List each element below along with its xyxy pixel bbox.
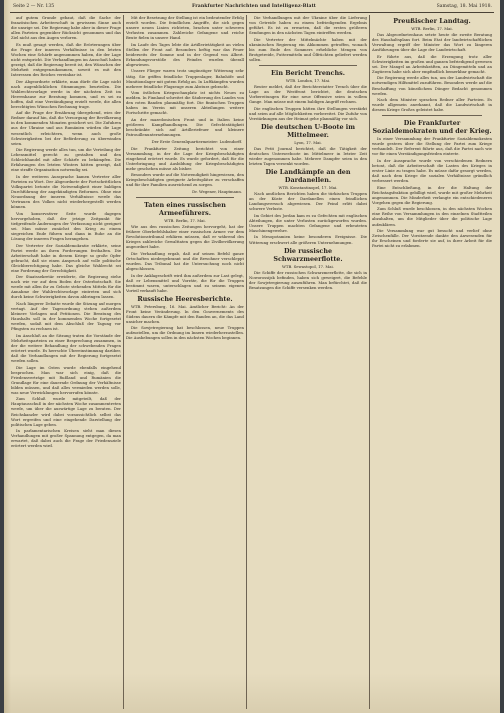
paragraph: In der Aussprache wurde von verschiedenen Rednern betont, daß die Arbeiterschaft die Lasten des Krieges in erster Linie zu tragen habe. Es müsse dafür gesorgt werden, daß nach dem Kriege die sozialen Verhältnisse gründlich verbessert werden. — [372, 157, 492, 184]
paragraph: Unsere Flieger waren trotz ungünstiger Witterung sehr tätig. Sie griffen feindliche Truppenlager, Bahnhöfe und Munitionslager mit gutem Erfolg an. In Luftkämpfen wurden mehrere feindliche Flugzeuge zum Absturz gebracht. — [126, 68, 244, 89]
paragraph: Der Abgeordnete erklärte, man dürfe die Lage nicht nach augenblicklichen Stimmungen beurteilen. Die Wahlrechtsvorlage werde in der nächsten Zeit im Herrenhause zur Beratung kommen, und es sei zu hoffen, daß eine Verständigung erzielt werde, die allen berechtigten Wünschen Rechnung trage. — [11, 78, 121, 109]
paragraph: Reuter meldet, daß der Berichterstatter Trench über die Lage an der Westfront berichtet, die deutschen Vorbereitungen für eine neue Offensive seien in vollem Gange. Man müsse mit einem baldigen Angriff rechnen. — [249, 83, 367, 105]
paragraph: Auf die Frage der Ernährung übergehend, wies der Redner darauf hin, daß die Versorgung der Bevölkerung in den kommenden Monaten gesichert sei. Die Zufuhren aus der Ukraine und aus Rumänien würden die Lage wesentlich erleichtern, wenn auch große Schwierigkeiten bei der Beförderung zu überwinden seien. — [11, 110, 121, 146]
newspaper-page — [4, 0, 500, 713]
article-heading: Die russische Schwarzmeerflotte. — [273, 246, 343, 263]
paragraph: Zum Schluß wurde beschlossen, in den nächsten Wochen eine Reihe von Versammlungen in den einzelnen Stadtteilen abzuhalten, um die Mitglieder über die politische Lage aufzuklären. — [372, 206, 492, 227]
newspaper-title: Frankfurter Nachrichten und Intelligenz-Blatt — [191, 4, 317, 9]
paragraph: Mit der Besetzung der Stellung ist ein bedeutender Erfolg erzielt worden. Die feindlichen Angriffe, die sich gegen unsere neuen Linien richteten, brachen unter schweren Verlusten zusammen. Zahlreiche Gefangene und reiche Beute fielen in unsere Hand. — [126, 15, 244, 41]
paragraph: auf gutem Grunde gebaut, daß die Sache der französischen Arbeiterschaft in gewissem Sinne auch die unsrige sei. Die Regierung habe aber in dieser Frage allen Parteien gegenüber Rücksicht genommen und das Ziel nicht aus den Augen verloren. — [11, 15, 121, 41]
paragraph: Die englischen Truppen hätten ihre Stellungen verstärkt und seien auf alle Möglichkeiten vorbereitet. Die Zufuhr von Verstärkungen aus der Heimat gehe planmäßig vor sich. — [249, 105, 367, 121]
paragraph: Im Laufe des Tages lebte die Artillerietätigkeit an vielen Stellen der Front auf. Besonders heftig war das Feuer beiderseits der Somme und in der Gegend von Albert. Erkundungsvorstöße des Feindes wurden überall abgewiesen. — [126, 41, 244, 67]
section-rule — [136, 197, 234, 198]
paragraph: Es muß gesagt werden, daß die Erörterungen über die Frage der inneren Verhältnisse in den letzten Wochen eine Schärfe angenommen haben, die der Lage nicht entspricht. Die Verhandlungen im Ausschuß haben gezeigt, daß die Regierung bereit ist, den Wünschen der Mehrheit entgegenzukommen, soweit es mit den Interessen des Reiches vereinbar ist. — [11, 41, 121, 78]
paragraph: Besonders wurde auf die Notwendigkeit hingewiesen, den Kriegsbeschädigten geeignete Arbeitsplätze zu verschaffen und für ihre Familien ausreichend zu sorgen. — [126, 172, 244, 188]
paragraph: Die Lage im Osten wurde ebenfalls eingehend besprochen. Man war sich einig, daß die Friedensverträge mit Rußland und Rumänien die Grundlage für eine dauernde Ordnung der Verhältnisse bilden müssen, und daß alles vermieden werden solle, was neue Verwicklungen hervorrufen könnte. — [11, 364, 121, 395]
paragraph: Im Gebiet des Jordan kam es zu Gefechten mit englischen Abteilungen, die unter Verlusten zurückgeworfen wurden. Unsere Truppen machten Gefangene und erbeuteten Maschinengewehre. — [249, 212, 367, 233]
paragraph: Nach längerer Debatte wurde die Sitzung auf morgen vertagt. Auf der Tagesordnung stehen außerdem kleinere Vorlagen und Petitionen. Die Beratung des Haushalts soll in der kommenden Woche fortgesetzt werden, sodaß mit dem Abschluß der Tagung vor Pfingsten zu rechnen ist. — [11, 301, 121, 332]
section-rule — [259, 65, 357, 66]
section-rule — [382, 115, 482, 116]
paragraph: Die Sowjetregierung hat beschlossen, neue Truppen aufzustellen, um die Ordnung im Innern wiederherzustellen. Die Aushebungen sollen in den nächsten Wochen beginnen. — [126, 325, 244, 341]
paragraph: Zum Schluß wurde mitgeteilt, daß der Hauptausschuß in der nächsten Woche zusammentreten werde, um über die auswärtige Lage zu beraten. Der Reichskanzler wird dabei voraussichtlich selbst das Wort ergreifen und eine eingehende Darstellung der politischen Lage geben. — [11, 396, 121, 427]
column-4 — [372, 15, 492, 709]
column-2 — [126, 15, 244, 709]
article-heading: Ein Bericht Trenchs. — [271, 68, 345, 77]
issue-date: Samstag, 18. Mai 1918. — [436, 4, 492, 9]
paragraph: Er führte aus, daß die Erzeugung trotz aller Schwierigkeiten im großen und ganzen befriedigend gewesen sei. Der Mangel an Arbeitskräften, an Düngemitteln und an Zugtieren habe sich aber empfindlich bemerkbar gemacht. — [372, 53, 492, 74]
article-heading: Die Frankfurter Sozialdemokraten und der Krieg. — [372, 119, 492, 136]
column-divider — [123, 15, 124, 709]
article-heading: Russische Heeresberichte. — [137, 294, 233, 303]
paragraph: Von konservativer Seite wurde dagegen hervorgehoben, daß der jetzige Zeitpunkt für tiefgreifende Änderungen der Verfassung nicht geeignet sei. Man müsse zunächst den Krieg zu einem siegreichen Ende führen und dann in Ruhe an die Lösung der inneren Fragen herangehen. — [11, 210, 121, 241]
paragraph: Der Staatssekretär erwiderte, die Regierung stehe nach wie vor auf dem Boden der Osterbotschaft. Sie werde mit allen ihr zu Gebote stehenden Mitteln für die Annahme der Wahlrechtsvorlage eintreten und sich durch keine Schwierigkeiten davon abbringen lassen. — [11, 274, 121, 300]
column-divider — [246, 15, 247, 709]
dateline: WTB. Berlin, 17. Mai. — [411, 26, 453, 31]
paragraph: An der mazedonischen Front und in Italien keine größeren Kampfhandlungen. Die Gefechtstätigkeit beschränkte sich auf Artilleriefeuer und kleinere Patrouillenunternehmungen. — [126, 116, 244, 138]
dateline: WTB. Berlin, 17. Mai. — [164, 218, 206, 224]
paragraph: Die Frankfurter Zeitung berichtet von einer Versammlung, in der die Lage der Kriegsbeschädigten eingehend erörtert wurde. Es wurde gefordert, daß für die Unterbringung und Ausbildung der Kriegsbeschädigten mehr geschehen müsse als bisher. — [126, 145, 244, 171]
paragraph: Eine Entschließung, in der die Haltung der Reichstagsfraktion gebilligt wird, wurde mit großer Mehrheit angenommen. Die Minderheit verlangte ein entschiedeneres Vorgehen gegen die Regierung. — [372, 184, 492, 205]
paragraph: In der Anklageschrift wird ihm außerdem zur Last gelegt, daß er Lebensmittel und Vorräte, die für die Truppen bestimmt waren, unterschlagen und zu seinem eigenen Vorteil verkauft habe. — [126, 272, 244, 293]
paragraph: Die Schiffe der russischen Schwarzmeerflotte, die sich in Noworossijsk befinden, haben sich geweigert, die Befehle der Sowjetregierung auszuführen. Man befürchtet, daß die Besatzungen die Schiffe versenken werden. — [249, 269, 367, 290]
dateline: Lyon, 17. Mai. — [294, 139, 322, 145]
article-heading: Preußischer Landtag. — [393, 17, 471, 25]
paragraph: Nach dem Minister sprachen Redner aller Parteien. Es wurde allgemein anerkannt, daß die Landwirtschaft in diesem Kriege Großes geleistet habe. — [372, 97, 492, 113]
signature: Der Erste Generalquartiermeister: Ludendorff. — [151, 138, 242, 144]
paragraph: Die Versammlung war gut besucht und verlief ohne Zwischenfälle. Der Vorsitzende dankte den Anwesenden für ihr Erscheinen und forderte sie auf, in ihrer Arbeit für die Partei nicht zu erlahmen. — [372, 228, 492, 249]
dateline: WTB. London, 17. Mai. — [285, 77, 331, 83]
paragraph: Im Anschluß an die Sitzung traten die Vorstände der Mehrheitsparteien zu einer Besprechung zusammen, in der die weitere Behandlung der schwebenden Fragen erörtert wurde. Es herrschte Übereinstimmung darüber, daß die Verhandlungen mit der Regierung fortgesetzt werden sollen. — [11, 332, 121, 364]
column-3 — [249, 15, 367, 709]
paragraph: Vom östlichen Kriegsschauplatz ist nichts Neues zu melden. In Finnland schreitet die Säuberung des Landes von den roten Banden planmäßig fort. Die finnischen Truppen haben im Verein mit unseren Abteilungen weitere Fortschritte gemacht. — [126, 90, 244, 116]
paragraph: Das Abgeordnetenhaus setzte heute die zweite Beratung des Haushaltsplans fort. Beim Etat der landwirtschaftlichen Verwaltung ergriff der Minister das Wort zu längeren Ausführungen über die Lage der Landwirtschaft. — [372, 32, 492, 53]
paragraph: Die Regierung werde alles tun, um die Verteilung der Lebensmittel gerecht zu gestalten und den Schleichhandel mit aller Schärfe zu bekämpfen. Die Erfahrungen des letzten Winters hätten gezeigt, daß eine straffe Organisation notwendig sei. — [11, 147, 121, 173]
paragraph: Die Verhandlungen mit der Ukraine über die Lieferung von Getreide haben zu einem befriedigenden Ergebnis geführt. Es ist zu erwarten, daß die ersten größeren Sendungen in den nächsten Tagen eintreffen werden. — [249, 15, 367, 36]
paragraph: Die Regierung werde alles tun, um der Landwirtschaft die notwendigen Hilfsmittel zuzuführen. Besonders werde auf die Beschaffung von künstlichem Dünger Bedacht genommen werden. — [372, 75, 492, 96]
paragraph: Die Vertreter der Mittelmächte haben mit der ukrainischen Regierung ein Abkommen getroffen, wonach bis zum Ende des Sommers erhebliche Mengen von Brotgetreide, Futtermitteln und Ölfrüchten geliefert werden sollen. — [249, 36, 367, 62]
column-1 — [11, 15, 121, 709]
page-header — [4, 2, 500, 12]
paragraph: Die Verhandlung ergab, daß auf seinen Befehl ganze Ortschaften niedergebrannt und die Bewohner verschleppt wurden. Das Tribunal hat die Untersuchung noch nicht abgeschlossen. — [126, 250, 244, 271]
dateline: WTB. Sewastopol, 17. Mai. — [282, 263, 334, 269]
article-heading: Die deutschen U-Boote im Mittelmeer. — [261, 122, 355, 139]
paragraph: Der Vertreter der Sozialdemokratie erklärte, seine Partei werde an ihren Forderungen festhalten. Die Arbeiterschaft habe in diesem Kriege so große Opfer gebracht, daß sie einen Anspruch auf volle politische Gleichberechtigung habe. Das gleiche Wahlrecht sei eine Forderung der Gerechtigkeit. — [11, 242, 121, 273]
column-divider — [369, 15, 370, 709]
paragraph: In der weiteren Aussprache kamen Vertreter aller Parteien zu Wort. Der Abgeordnete der Fortschrittlichen Volkspartei betonte die Notwendigkeit einer baldigen Durchführung der angekündigten Reformen. Ohne eine Neuordnung der inneren Verhältnisse werde das Vertrauen des Volkes nicht wiederhergestellt werden können. — [11, 173, 121, 210]
dateline: WTB. Konstantinopel, 17. Mai. — [278, 185, 338, 191]
page-fold-shadow — [4, 0, 11, 713]
paragraph: Nach amtlichen Berichten haben die türkischen Truppen an der Küste der Dardanellen einen feindlichen Landungsversuch abgewiesen. Der Feind erlitt dabei schwere Verluste. — [249, 191, 367, 212]
paragraph: In Mesopotamien keine besonderen Ereignisse. Die Witterung erschwert alle größeren Unternehmungen. — [249, 234, 367, 245]
paragraph: In einer Versammlung der Frankfurter Sozialdemokraten wurde gestern über die Stellung der Partei zum Kriege verhandelt. Der Referent führte aus, daß die Partei nach wie vor für einen Verständigungsfrieden eintrete. — [372, 136, 492, 157]
article-heading: Taten eines russischen Armeeführers. — [144, 201, 226, 218]
paragraph: In parlamentarischen Kreisen sieht man diesen Verhandlungen mit großer Spannung entgegen, da man erwartet, daß dabei auch die Frage der Friedensziele erörtert werden wird. — [11, 428, 121, 449]
article-heading: Die Landkämpfe an den Dardanellen. — [265, 168, 351, 185]
paragraph: WTB. Petersburg, 16. Mai. Amtlicher Bericht: An der Front keine Veränderung. In den Gouvernements des Südens dauern die Kämpfe mit den Banden an, die das Land unsicher machen. — [126, 303, 244, 324]
header-rule — [10, 12, 494, 13]
paragraph: Wie aus den russischen Zeitungen hervorgeht, hat der frühere Oberbefehlshaber einer russischen Armee vor dem Revolutionstribunal erklären müssen, daß er während des Krieges zahlreiche Gewalttaten gegen die Zivilbevölkerung angeordnet habe. — [126, 224, 244, 250]
paragraph: Das Petit Journal berichtet, daß die Tätigkeit der deutschen Unterseeboote im Mittelmeer in letzter Zeit wieder zugenommen habe. Mehrere Dampfer seien in den letzten Tagen versenkt worden. — [249, 145, 367, 166]
signature: Dr. Wegener, Hauptmann. — [192, 189, 242, 194]
page-number: Seite 2 — Nr. 135 — [13, 4, 55, 9]
